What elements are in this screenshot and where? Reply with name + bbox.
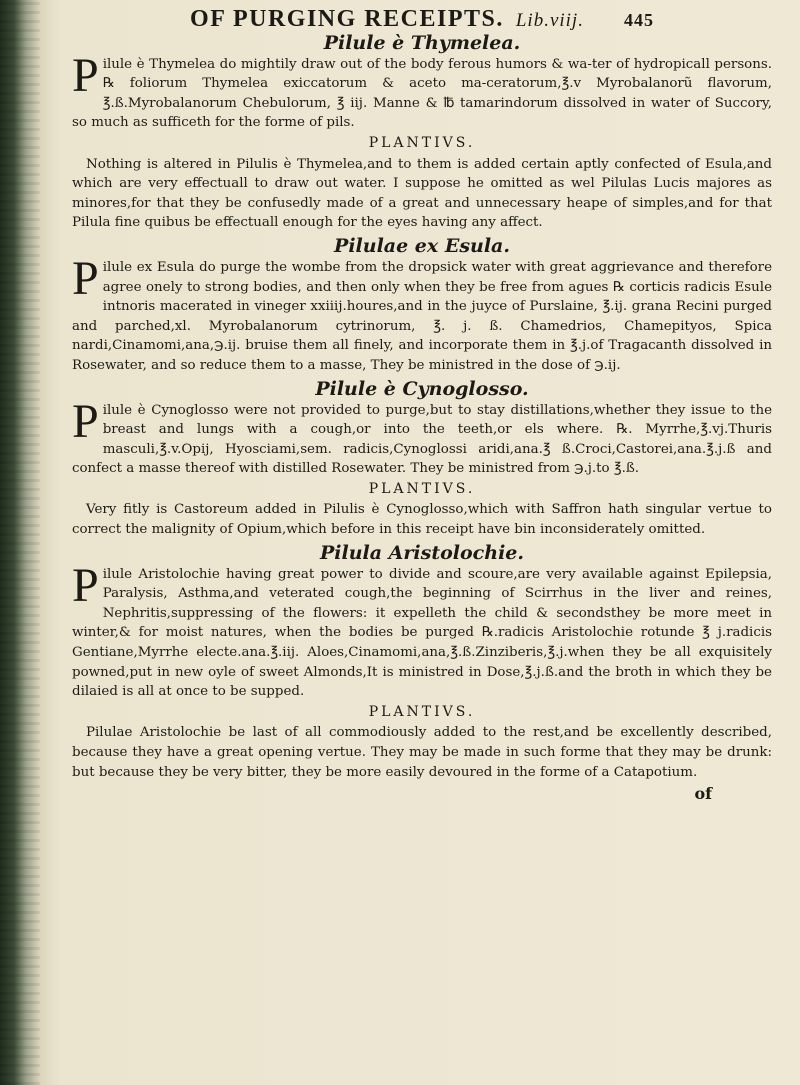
running-title: OF PURGING RECEIPTS. bbox=[190, 6, 504, 32]
paragraph: Very fitly is Castoreum added in Pilulis è Cynoglosso,which with Saffron hath singular vertue to correct the malignity of Opium,which before in this receipt have bin inconsiderately omitted. bbox=[72, 502, 772, 538]
paragraph bbox=[72, 251, 772, 376]
book-reference: Lib.viij. bbox=[515, 10, 584, 31]
subhead: PLANTIVS. bbox=[368, 134, 476, 151]
page-number: 445 bbox=[623, 10, 654, 30]
catchword: of bbox=[694, 784, 712, 804]
subhead: PLANTIVS. bbox=[368, 703, 476, 720]
paragraph-text: ilule ex Esula do purge the wombe from the dropsick water with great aggrievance and therefore agree onely to strong bodies, and then only when they be free from agues ℞ corticis radicis Esule intnoris macerated in vineger xxiiij.houres,and in the juyce of Purslaine, ℥.ij. grana Recini purged and parched,xl. Myrobalanorum cytrinorum, ℥. j. ß. Chamedrios, Chamepityos, Spica nardi,Cinamomi,ana,℈.ij. bruise them all finely, and incorporate them in ℥.j.of Tragacanth dissolved in Rosewater, and so reduce them to a masse, They be ministred in the dose of ℈.ij. bbox=[72, 259, 772, 373]
drop-capital: P bbox=[72, 48, 99, 102]
paragraph: Nothing is altered in Pilulis è Thymelea,and to them is added certain aptly confected of Esula,and which are very effectuall to draw out water. I suppose he omitted as wel Pilulas Lucis majores as minores,for that they be confusedly made of a great and unnecessary heape of simples,and for that Pilula fine quibus be effectuall enough for the eyes having any affect. bbox=[72, 156, 772, 231]
paragraph bbox=[72, 48, 772, 133]
section-title: Pilule è Cynoglosso. bbox=[315, 377, 529, 400]
drop-capital: P bbox=[72, 394, 99, 448]
drop-capital: P bbox=[72, 251, 99, 305]
book-gutter bbox=[0, 0, 40, 1085]
paragraph bbox=[72, 558, 772, 702]
paragraph-text: ilule Aristolochie having great power to divide and scoure,are very available against Epilepsia, Paralysis, Asthma,and veterated cough,the beginning of Scirrhus in the liver and reines, Nephritis,suppressing of the flowers: it expelleth the child & secondsthey be more meet in winter,& for moist natures, when the bodies be purged ℞.radicis Aristolochie rotunde ℥ j.radicis Gentiane,Myrrhe electe.ana.℥.iij. Aloes,Cinamomi,ana,℥.ß.Zinziberis,℥.j.when they be all exquisitely powned,put in new oyle of sweet Almonds,It is ministred in Dose,℥.j.ß.and the broth in which they be dilaied is all at once to be supped. bbox=[72, 566, 772, 700]
section-title: Pilule è Thymelea. bbox=[323, 31, 521, 54]
paragraph: Pilulae Aristolochie be last of all commodiously added to the rest,and be excellently described, because they have a great opening vertue. They may be made in such forme that they may be drunk: but because they be very bitter, they be more easily devoured in the forme of a Catapotium. bbox=[72, 725, 772, 780]
paragraph-text: ilule è Thymelea do mightily draw out of the body ferous humors & wa-ter of hydropicall persons. ℞ foliorum Thymelea exiccatorum & aceto ma-ceratorum,℥.v Myrobalanorũ flavorum, ℥.ß.Myrobalanorum Chebulorum, ℥ iij. Manne & ℔ tamarindorum dissolved in water of Succory, so much as sufficeth for the forme of pils. bbox=[72, 56, 772, 131]
text-block bbox=[72, 6, 772, 804]
section-title: Pilula Aristolochie. bbox=[320, 541, 524, 564]
paragraph-text: ilule è Cynoglosso were not provided to purge,but to stay distillations,whether they issue to the breast and lungs with a cough,or into the teeth,or els where. ℞. Myrrhe,℥.vj.Thuris masculi,℥.v.Opij, Hyosciami,sem. radicis,Cynoglossi aridi,ana.℥ ß.Croci,Castorei,ana.℥.j.ß and confect a masse thereof with distilled Rosewater. They be ministred from ℈.j.to ℥.ß. bbox=[72, 402, 772, 477]
subhead: PLANTIVS. bbox=[368, 480, 476, 497]
drop-capital: P bbox=[72, 558, 99, 612]
running-head bbox=[72, 6, 772, 32]
paragraph bbox=[72, 394, 772, 479]
section-title: Pilulae ex Esula. bbox=[334, 234, 510, 257]
